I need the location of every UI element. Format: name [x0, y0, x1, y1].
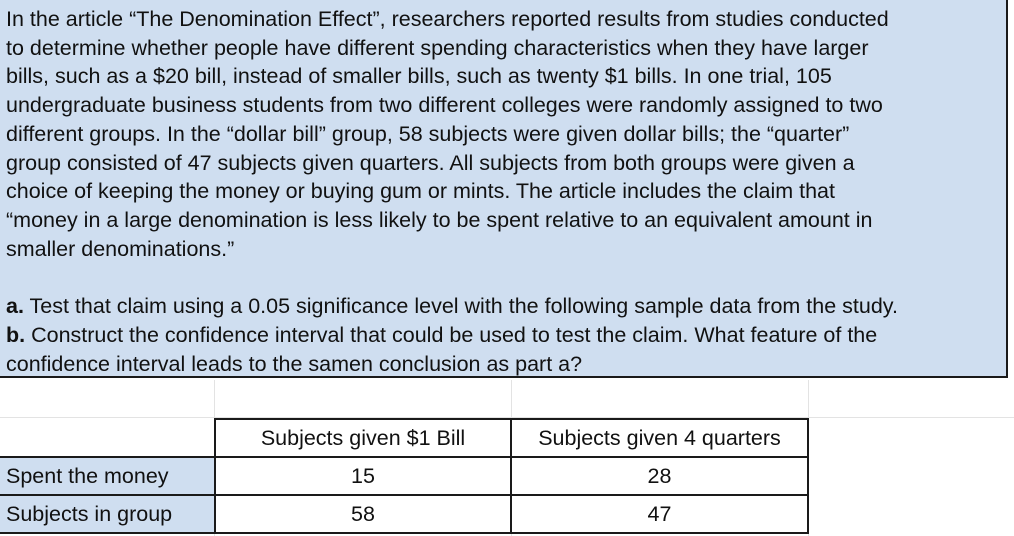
question-b-text-line2: confidence interval leads to the samen conclusion as part a?	[6, 351, 583, 376]
question-b-letter: b.	[6, 323, 26, 348]
column-header-dollar-bill[interactable]: Subjects given $1 Bill	[214, 418, 512, 458]
paragraph-line: In the article “The Denomination Effect”, researchers reported results from studies conducted	[6, 7, 889, 31]
problem-paragraph	[6, 5, 1000, 263]
question-a-letter: a.	[6, 294, 24, 319]
cell-spent-quarters[interactable]: 28	[510, 456, 809, 496]
paragraph-line: undergraduate business students from two different colleges were randomly assigned to two	[6, 93, 883, 118]
question-b-text: Construct the confidence interval that could be used to test the claim. What feature of the	[25, 323, 878, 348]
paragraph-line: group consisted of 47 subjects given quarters. All subjects from both groups were given a	[6, 150, 855, 175]
column-header-quarters[interactable]: Subjects given 4 quarters	[510, 418, 809, 458]
paragraph-line: bills, such as a $20 bill, instead of smaller bills, such as twenty $1 bills. In one trial, 105	[6, 64, 832, 89]
cell-spent-dollar-bill[interactable]: 15	[214, 456, 512, 496]
cell-group-dollar-bill[interactable]: 58	[214, 494, 512, 534]
cell-group-quarters[interactable]: 47	[510, 494, 809, 534]
paragraph-line: different groups. In the “dollar bill” group, 58 subjects were given dollar bills; the “quarter”	[6, 121, 850, 146]
blank-line	[6, 263, 1000, 292]
paragraph-line: to determine whether people have different spending characteristics when they have larger	[6, 35, 869, 60]
row-label-spent[interactable]: Spent the money	[0, 456, 216, 496]
row-label-group-size[interactable]: Subjects in group	[0, 494, 216, 534]
question-b	[6, 321, 1000, 378]
paragraph-line: “money in a large denomination is less likely to be spent relative to an equivalent amount in	[6, 207, 873, 232]
paragraph-line: smaller denominations.”	[6, 236, 235, 261]
question-a	[6, 292, 1000, 321]
paragraph-line: choice of keeping the money or buying gum or mints. The article includes the claim that	[6, 179, 835, 204]
question-a-text: Test that claim using a 0.05 significance level with the following sample data from the study.	[23, 294, 898, 319]
